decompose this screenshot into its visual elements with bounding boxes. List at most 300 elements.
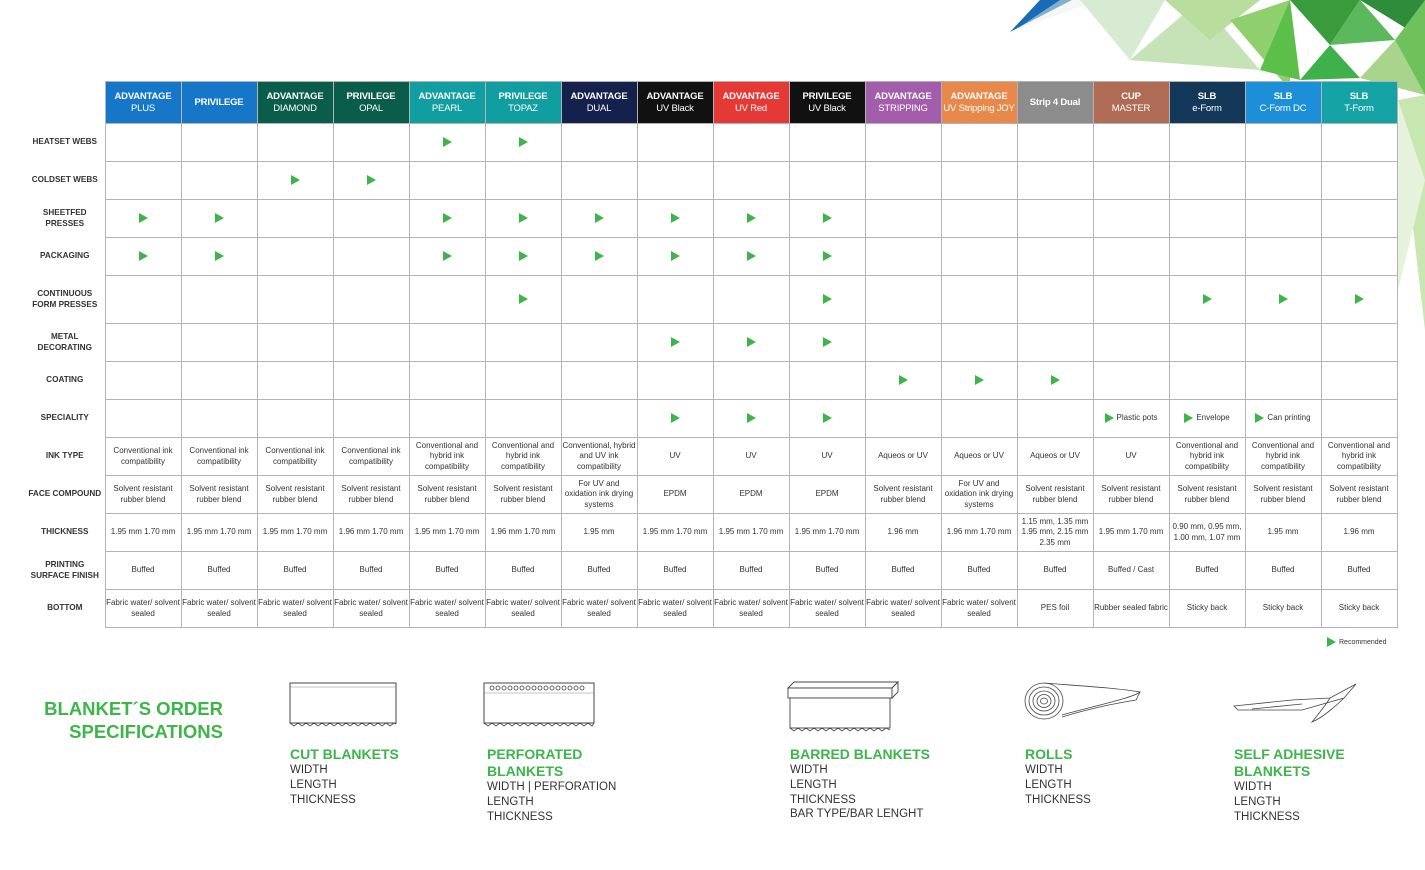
table-cell (409, 324, 485, 362)
spec-value: Rubber sealed fabric (1093, 590, 1169, 628)
spec-value: Buffed (941, 552, 1017, 590)
recommended-triangle-icon (519, 251, 528, 261)
table-cell (181, 238, 257, 276)
product-name-line1: ADVANTAGE (950, 90, 1008, 102)
table-cell (561, 238, 637, 276)
table-cell (105, 200, 181, 238)
recommended-triangle-icon (595, 213, 604, 223)
table-cell (333, 124, 409, 162)
recommended-triangle-icon (1279, 294, 1288, 304)
application-row (27, 200, 1397, 238)
table-cell (1245, 124, 1321, 162)
row-label: METAL DECORATING (37, 332, 92, 352)
table-cell (257, 362, 333, 400)
table-cell (941, 400, 1017, 438)
product-header (941, 82, 1017, 124)
table-cell (105, 324, 181, 362)
table-cell (561, 362, 637, 400)
spec-value: PES foil (1017, 590, 1093, 628)
order-spec-block (290, 746, 399, 807)
table-cell (865, 162, 941, 200)
spec-value: Conventional and hybrid ink compatibility (409, 438, 485, 476)
recommended-triangle-icon (1051, 375, 1060, 385)
order-spec-line: THICKNESS (790, 793, 856, 806)
table-cell (1093, 362, 1169, 400)
spec-value: 1.96 mm 1.70 mm (941, 514, 1017, 552)
spec-value: Conventional and hybrid ink compatibility (485, 438, 561, 476)
table-cell (1093, 324, 1169, 362)
table-cell (257, 200, 333, 238)
spec-value: Buffed (789, 552, 865, 590)
recommended-triangle-icon (823, 337, 832, 347)
table-cell (1169, 238, 1245, 276)
table-cell (1093, 124, 1169, 162)
product-name-line1: PRIVILEGE (194, 96, 244, 108)
table-cell (637, 362, 713, 400)
spec-value: 1.95 mm 1.70 mm (257, 514, 333, 552)
table-cell (1017, 324, 1093, 362)
order-spec-line: LENGTH (790, 778, 837, 791)
recommended-triangle-icon (519, 294, 528, 304)
recommended-triangle-icon (823, 413, 832, 423)
table-cell (257, 162, 333, 200)
order-spec-block (1234, 746, 1345, 824)
table-cell (105, 362, 181, 400)
table-cell (1093, 400, 1169, 438)
table-cell (941, 276, 1017, 324)
table-cell (713, 124, 789, 162)
spec-value: For UV and oxidation ink drying systems (561, 476, 637, 514)
spec-value: Fabric water/ solvent sealed (181, 590, 257, 628)
table-cell (333, 200, 409, 238)
product-header-row (27, 82, 1397, 124)
table-cell (1017, 200, 1093, 238)
spec-value: 1.95 mm 1.70 mm (713, 514, 789, 552)
product-name-line2: PLUS (130, 102, 156, 114)
spec-value: Solvent resistant rubber blend (409, 476, 485, 514)
order-spec-title: BARRED BLANKETS (790, 746, 930, 762)
spec-value: 1.95 mm (561, 514, 637, 552)
product-name-line2: C-Form DC (1259, 102, 1307, 114)
table-cell (409, 162, 485, 200)
product-name-line1: ADVANTAGE (114, 90, 172, 102)
product-header (865, 82, 941, 124)
recommended-triangle-icon (215, 213, 224, 223)
application-row (27, 238, 1397, 276)
recommended-triangle-icon (1203, 294, 1212, 304)
product-header (561, 82, 637, 124)
product-header (1245, 82, 1321, 124)
recommended-triangle-icon (975, 375, 984, 385)
row-label: INK TYPE (45, 451, 84, 461)
row-label: PACKAGING (40, 251, 90, 261)
table-cell (789, 124, 865, 162)
order-spec-line: THICKNESS (290, 793, 356, 806)
recommended-triangle-icon (367, 175, 376, 185)
recommended-triangle-icon (747, 213, 756, 223)
order-title-line2: SPECIFICATIONS (69, 721, 223, 742)
table-cell (713, 238, 789, 276)
spec-value: 1.95 mm 1.70 mm (105, 514, 181, 552)
order-spec-block (790, 746, 930, 822)
spec-value: Buffed (409, 552, 485, 590)
product-name-line2: DUAL (586, 102, 612, 114)
spec-value: Buffed (1321, 552, 1397, 590)
spec-value: Fabric water/ solvent sealed (409, 590, 485, 628)
product-header (181, 82, 257, 124)
table-cell (485, 238, 561, 276)
table-cell (637, 400, 713, 438)
spec-value: UV (637, 438, 713, 476)
table-cell (941, 362, 1017, 400)
spec-value: EPDM (637, 476, 713, 514)
spec-value: UV (1093, 438, 1169, 476)
product-name-line2: UV Red (734, 102, 768, 114)
table-cell (637, 238, 713, 276)
product-header (1321, 82, 1397, 124)
table-cell (409, 276, 485, 324)
table-cell (941, 200, 1017, 238)
spec-value: Buffed (181, 552, 257, 590)
table-cell (789, 276, 865, 324)
spec-value: Fabric water/ solvent sealed (485, 590, 561, 628)
spec-value: Fabric water/ solvent sealed (561, 590, 637, 628)
spec-value: EPDM (713, 476, 789, 514)
table-cell (1245, 362, 1321, 400)
spec-value: 1.96 mm 1.70 mm (333, 514, 409, 552)
product-name-line1: ADVANTAGE (266, 90, 324, 102)
spec-value: 1.96 mm (865, 514, 941, 552)
recommended-triangle-icon (1255, 413, 1264, 423)
product-header (1093, 82, 1169, 124)
order-spec-line: THICKNESS (1025, 793, 1091, 806)
table-cell (1321, 276, 1397, 324)
order-spec-title: BLANKETS (487, 763, 564, 779)
table-cell (789, 362, 865, 400)
table-cell (1321, 162, 1397, 200)
recommended-triangle-icon (139, 213, 148, 223)
recommended-triangle-icon (139, 251, 148, 261)
product-name-line1: ADVANTAGE (646, 90, 704, 102)
legend-label: Recommended (1339, 638, 1387, 646)
product-name-line1: ADVANTAGE (570, 90, 628, 102)
spec-value: Solvent resistant rubber blend (865, 476, 941, 514)
application-row (27, 400, 1397, 438)
spec-value: Buffed (485, 552, 561, 590)
table-cell (1321, 124, 1397, 162)
spec-value: 1.95 mm 1.70 mm (1093, 514, 1169, 552)
spec-value: Buffed / Cast (1093, 552, 1169, 590)
spec-value: Solvent resistant rubber blend (1321, 476, 1397, 514)
speciality-note: Plastic pots (1116, 413, 1158, 423)
spec-value: Solvent resistant rubber blend (257, 476, 333, 514)
product-name-line2: UV Stripping JOY (943, 102, 1015, 114)
spec-value: Buffed (865, 552, 941, 590)
product-header (257, 82, 333, 124)
spec-value: Fabric water/ solvent sealed (105, 590, 181, 628)
spec-value: 1.96 mm 1.70 mm (485, 514, 561, 552)
table-cell (409, 362, 485, 400)
application-row (27, 362, 1397, 400)
spec-value: Aqueos or UV (941, 438, 1017, 476)
spec-value: Fabric water/ solvent sealed (257, 590, 333, 628)
table-cell (713, 200, 789, 238)
table-cell (1169, 362, 1245, 400)
row-label: SPECIALITY (40, 413, 89, 423)
table-cell (409, 400, 485, 438)
table-cell (485, 124, 561, 162)
table-cell (1245, 238, 1321, 276)
table-cell (789, 238, 865, 276)
table-cell (1321, 200, 1397, 238)
table-cell (1321, 238, 1397, 276)
recommended-triangle-icon (823, 251, 832, 261)
spec-value: Solvent resistant rubber blend (1169, 476, 1245, 514)
table-cell (1017, 162, 1093, 200)
spec-value: Buffed (105, 552, 181, 590)
application-row (27, 162, 1397, 200)
table-cell (409, 200, 485, 238)
spec-value: 0.90 mm, 0.95 mm, 1.00 mm, 1.07 mm (1169, 514, 1245, 552)
table-cell (865, 400, 941, 438)
product-name-line1: SLB (1349, 90, 1369, 102)
product-name-line2: DIAMOND (273, 102, 317, 114)
order-spec-line: WIDTH (290, 764, 328, 776)
table-cell (1245, 400, 1321, 438)
table-cell (1017, 276, 1093, 324)
perforated-blanket-icon (482, 680, 597, 728)
table-cell (333, 400, 409, 438)
spec-value: Aqueos or UV (865, 438, 941, 476)
row-label: THICKNESS (41, 527, 89, 537)
spec-value: Solvent resistant rubber blend (1017, 476, 1093, 514)
order-spec-block (1025, 746, 1091, 807)
order-spec-line: BAR TYPE/BAR LENGHT (790, 808, 924, 821)
spec-value: Sticky back (1169, 590, 1245, 628)
table-cell (1321, 362, 1397, 400)
spec-value: 1.15 mm, 1.35 mm 1.95 mm, 2.15 mm 2.35 mm (1017, 514, 1093, 552)
self-adhesive-blanket-icon (1232, 680, 1360, 728)
spec-value: UV (789, 438, 865, 476)
order-spec-line: THICKNESS (1234, 810, 1300, 823)
spec-value: Solvent resistant rubber blend (1245, 476, 1321, 514)
table-cell (941, 162, 1017, 200)
product-name-line2: MASTER (1111, 102, 1151, 114)
table-cell (713, 400, 789, 438)
spec-value: 1.95 mm 1.70 mm (789, 514, 865, 552)
product-header (713, 82, 789, 124)
table-cell (181, 276, 257, 324)
table-cell (561, 124, 637, 162)
spec-value: Conventional ink compatibility (181, 438, 257, 476)
order-spec-line: LENGTH (487, 795, 534, 808)
table-cell (333, 362, 409, 400)
order-spec-line: LENGTH (290, 778, 337, 791)
recommended-triangle-icon (671, 251, 680, 261)
recommended-triangle-icon (1355, 294, 1364, 304)
row-label: CONTINUOUS FORM PRESSES (32, 289, 98, 309)
table-corner (27, 82, 105, 124)
order-spec-title: PERFORATED (487, 746, 583, 762)
table-cell (485, 362, 561, 400)
table-cell (1093, 276, 1169, 324)
spec-value: UV (713, 438, 789, 476)
table-cell (561, 162, 637, 200)
table-cell (713, 276, 789, 324)
recommended-triangle-icon (443, 213, 452, 223)
spec-value: EPDM (789, 476, 865, 514)
recommended-triangle-icon (671, 337, 680, 347)
table-cell (257, 276, 333, 324)
table-cell (105, 162, 181, 200)
spec-value: Conventional ink compatibility (105, 438, 181, 476)
product-name-line2: UV Black (808, 102, 846, 114)
product-application-table (27, 81, 1398, 628)
table-cell (1245, 162, 1321, 200)
table-cell (485, 324, 561, 362)
table-cell (789, 400, 865, 438)
spec-value: Sticky back (1321, 590, 1397, 628)
row-label: FACE COMPOUND (28, 489, 102, 499)
recommended-triangle-icon (1184, 413, 1193, 423)
product-header (333, 82, 409, 124)
table-cell (1245, 200, 1321, 238)
table-cell (257, 124, 333, 162)
recommended-triangle-icon (747, 337, 756, 347)
recommended-triangle-icon (443, 251, 452, 261)
legend (1327, 637, 1386, 647)
spec-value: 1.96 mm (1321, 514, 1397, 552)
table-cell (333, 276, 409, 324)
spec-value: Buffed (561, 552, 637, 590)
table-cell (1017, 400, 1093, 438)
order-spec-line: LENGTH (1025, 778, 1072, 791)
spec-value: Buffed (713, 552, 789, 590)
order-specifications-title (40, 697, 223, 743)
spec-value: Buffed (1245, 552, 1321, 590)
spec-value: Fabric water/ solvent sealed (713, 590, 789, 628)
product-name-line1: ADVANTAGE (418, 90, 476, 102)
spec-row (27, 476, 1397, 514)
product-name-line1: ADVANTAGE (874, 90, 932, 102)
product-name-line2: TOPAZ (508, 102, 538, 114)
recommended-triangle-icon (671, 413, 680, 423)
order-spec-line: WIDTH (1025, 764, 1063, 776)
spec-value: Aqueos or UV (1017, 438, 1093, 476)
table-cell (1093, 162, 1169, 200)
table-cell (1093, 238, 1169, 276)
product-name-line1: PRIVILEGE (498, 90, 548, 102)
table-cell (561, 200, 637, 238)
table-cell (941, 324, 1017, 362)
table-cell (485, 200, 561, 238)
table-cell (257, 400, 333, 438)
row-label: COATING (46, 375, 84, 385)
table-cell (1017, 124, 1093, 162)
recommended-triangle-icon (899, 375, 908, 385)
table-cell (1093, 200, 1169, 238)
table-cell (1321, 400, 1397, 438)
spec-value: Solvent resistant rubber blend (333, 476, 409, 514)
table-cell (1017, 238, 1093, 276)
table-cell (865, 276, 941, 324)
table-cell (1245, 324, 1321, 362)
product-name-line2: OPAL (359, 102, 383, 114)
table-cell (333, 324, 409, 362)
spec-value: For UV and oxidation ink drying systems (941, 476, 1017, 514)
order-spec-title: CUT BLANKETS (290, 746, 399, 762)
table-cell (409, 124, 485, 162)
speciality-note: Can printing (1267, 413, 1311, 423)
table-cell (713, 362, 789, 400)
product-name-line1: SLB (1273, 90, 1293, 102)
spec-row (27, 438, 1397, 476)
table-cell (865, 324, 941, 362)
table-cell (865, 238, 941, 276)
table-cell (941, 124, 1017, 162)
order-spec-block (487, 746, 616, 824)
table-cell (1169, 324, 1245, 362)
row-label: BOTTOM (47, 603, 83, 613)
spec-value: Conventional and hybrid ink compatibility (1321, 438, 1397, 476)
table-cell (1321, 324, 1397, 362)
spec-value: Conventional ink compatibility (333, 438, 409, 476)
order-spec-line: WIDTH (790, 764, 828, 776)
table-cell (105, 124, 181, 162)
spec-value: Conventional ink compatibility (257, 438, 333, 476)
spec-value: Conventional and hybrid ink compatibility (1245, 438, 1321, 476)
row-label: PRINTING SURFACE FINISH (30, 560, 99, 580)
table-cell (105, 400, 181, 438)
spec-row (27, 552, 1397, 590)
spec-value: Solvent resistant rubber blend (1093, 476, 1169, 514)
table-cell (637, 124, 713, 162)
order-spec-line: WIDTH | PERFORATION (487, 781, 617, 793)
recommended-triangle-icon (519, 213, 528, 223)
table-cell (561, 400, 637, 438)
spec-value: Fabric water/ solvent sealed (865, 590, 941, 628)
table-cell (713, 324, 789, 362)
order-spec-title: ROLLS (1025, 746, 1073, 762)
product-header (485, 82, 561, 124)
recommended-triangle-icon (823, 213, 832, 223)
table-cell (1017, 362, 1093, 400)
table-cell (181, 362, 257, 400)
table-cell (789, 200, 865, 238)
table-cell (941, 238, 1017, 276)
table-cell (485, 276, 561, 324)
recommended-triangle-icon (1327, 637, 1336, 647)
recommended-triangle-icon (215, 251, 224, 261)
table-cell (105, 238, 181, 276)
table-cell (1169, 200, 1245, 238)
table-cell (181, 162, 257, 200)
table-cell (1169, 124, 1245, 162)
recommended-triangle-icon (595, 251, 604, 261)
recommended-triangle-icon (747, 413, 756, 423)
spec-value: Buffed (333, 552, 409, 590)
spec-row (27, 590, 1397, 628)
order-spec-line: LENGTH (1234, 795, 1281, 808)
table-cell (637, 162, 713, 200)
table-cell (789, 162, 865, 200)
product-header (789, 82, 865, 124)
recommended-triangle-icon (291, 175, 300, 185)
table-cell (637, 324, 713, 362)
spec-value: Buffed (257, 552, 333, 590)
spec-value: Fabric water/ solvent sealed (637, 590, 713, 628)
spec-value: 1.95 mm 1.70 mm (637, 514, 713, 552)
